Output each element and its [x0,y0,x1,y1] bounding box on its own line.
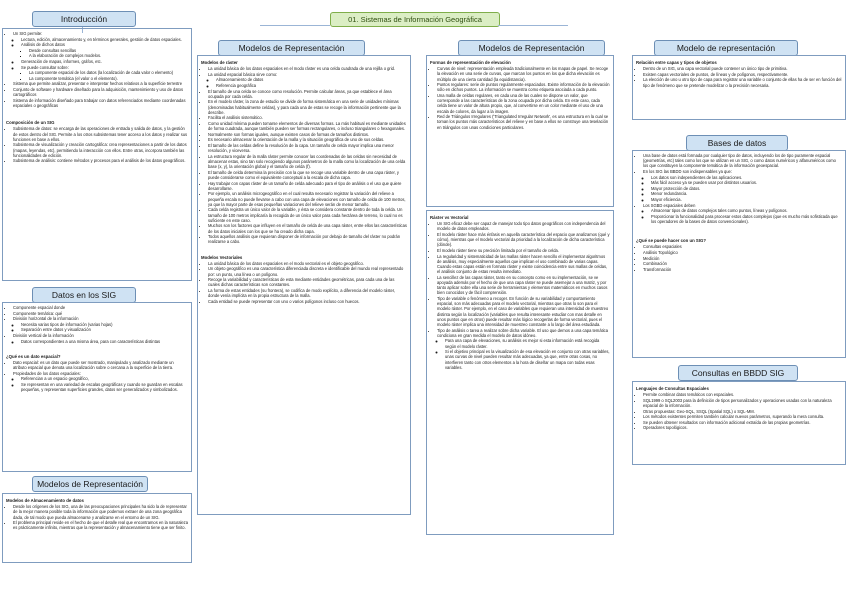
composition-item: • Subsistema de visualización y creación cartográfica: crea representaciones a partir de los datos (mapas, leyendas, etc), permitiendo la interacción con ellos. Entre otras, incorpora también las funcionalidades de edición. [13,142,188,158]
sig-use-item: • Medición [643,256,842,261]
raster-item: • Hay trabajar con capas ráster de un tamaño de celda adecuado para el tipo de análisis o el uso que quiere desarrollarse. [208,181,407,191]
intro-item: • Sistema que permite analizar, presentar e interpretar hechos relativos a la superficie terrestre [13,81,188,86]
raster-item: • Normalmente son formas iguales, aunque existen casos de formas de tamaños distintos. [208,132,407,137]
raster-item: • Cada celda registra un único valor de la variable, y ésta se considera constante dentro de toda la celda. Un tamaño de 100 metros implicaría la recogida de un único valor para cada hectárea de terreno, lo cual no es suficiente en este caso. [208,207,407,223]
spatial-data-title: ¿Qué es un dato espacial? [6,353,61,359]
bd-item: ◦ Más fácil acceso ya se pueden usar por distintos usuarios. [651,180,842,185]
sig-use-item: • Transformación [643,267,842,272]
raster-item: • La unidad básica de los datos espaciales en el modo ráster es una celda cuadrada de una rejilla o grid. [208,66,407,71]
bd-item: ◦ Almacenar tipos de datos complejos tales como puntos, líneas y polígonos. [651,208,842,213]
intro-item: ◦ Lectura, edición, almacenamiento y, en términos generales, gestión de datos espaciales. [21,37,188,42]
bd-item: • En los SIG las BBDD son indispensables ya que: [643,169,842,174]
datos-item: ◦ Necesita varias tipos de información (varias hojas) [21,322,188,327]
vector-item: • La forma de estas entidades (su frontera), se codifica de modo explícito, a diferencia del modelo ráster, donde venía implícita en la propia estructura de la malla. [208,288,407,298]
query-item: • Se pueden obtener resultados con información adicional extraída de las propias geometrías. [643,420,842,425]
raster-item: ◦ Almacenamiento de datos [216,77,407,82]
query-item: • Permite combinar datos temáticos con espaciales. [643,392,842,397]
intro-item: ▪ La componente espacial de los datos (la localización de cada valor o elemento) [29,70,188,75]
relation-item: • Existen capas vectoriales de puntos, de líneas y de polígonos, respectivamente. [643,72,842,77]
cons-panel [632,381,846,465]
rv-item: • El modelo ráster hace más énfasis en aquella característica del espacio que analizamos (qué y cómo), mientras que el modelo vectorial da prioridad a la localización de dicha característica (dónde). [437,232,610,248]
rv-item: • El modelo ráster tiene su precisión limitada por el tamaño de celda. [437,248,610,253]
raster-header[interactable]: Modelos de Representación [218,40,365,56]
vector-item: • Un objeto geográfico es una característica diferenciada discreta e identificable del mundo real representado por: un punto, una línea o un polígono. [208,266,407,276]
datos-item: ◦ Separación entre datos y visualización [21,327,188,332]
raster-item: • Como unidad mínima pueden tomarse elementos de diversas formas. La más habitual es mediante unidades de forma cuadrada, aunque también pueden ser formas rectangulares, o incluso triangulares o hexagonales. [208,121,407,131]
raster-panel [197,55,411,515]
raster-item: • La estructura regular de la malla ráster permite conocer las coordenadas de las celdas sin necesidad de almacenar estas, sino tan solo recogiendo algunos parámetros de la malla como la localización de una celda base (x, y), la orientación global y el tamaño de celda (f). [208,154,407,170]
intro-item: ▪ Desde consultas sencillas [29,48,188,53]
rel-panel [632,55,846,120]
intro-item: ◦ Se puede consultar sobre: [21,65,188,70]
rep2-header[interactable]: Modelos de Representación [458,40,605,56]
modrep1-header[interactable]: Modelos de Representación [32,476,148,492]
storage-item: • Desde los orígenes de los SIG, una de las preocupaciones principales ha sido la de representar de la mejor manera posible toda la información que podemos extraer de una zona geográfica dada, de tal modo que pueda almacenarse y analizarse en el entorno de un SIG. [13,504,188,520]
raster-item: • El tamaño de las celdas define la resolución de la capa. Un tamaño de celda mayor implica una menor resolución, y viceversa. [208,143,407,153]
vector-title: Modelos Vectoriales [201,254,243,260]
relation-item: • Dentro de un SIG, una capa vectorial puede contener un único tipo de primitiva. [643,66,842,71]
intro-item: ▪ A la elaboración de complejos modelos. [29,53,188,58]
datos-header[interactable]: Datos en los SIG [32,287,136,303]
datos-item: • División vertical de la información [13,333,188,338]
rv-item: • Un SIG eficaz debe ser capaz de manejar todo tipo datos geográficos con independencia del modelo de datos empleados. [437,221,610,231]
query-item: • Operadores topológicos. [643,425,842,430]
bd-panel [632,150,846,358]
raster-item: • El tamaño de una celda se conoce como resolución. Permite calcular áreas, ya que establece el área ocupada por cada celda. [208,89,407,99]
elevation-item: • Puntos regulares: serie de puntos regularmente espaciados. Existe información de la elevación sólo en dichos puntos. La información se muestra como etiqueta asociada a cada punto. [437,82,610,92]
intro-panel [2,28,192,281]
datos-item: • División horizontal de la información [13,316,188,321]
datos-item: • Componente espacial donde [13,305,188,310]
raster-item: • Facilita el análisis sistemático. [208,115,407,120]
raster-item: • El tamaño de celda determina la precisión con la que se recoge una variable dentro de una capa ráster, y puede considerarse como el equivalente conceptual a la escala de dicha capa. [208,170,407,180]
rv-item: • Tipo de variable o fenómeno a recoger. En función de su variabilidad y comportamiento espacial, son más adecuadas para el modelo vectorial, mientras que otras lo son para el modelo ráster. Por ejemplo, en el caso de variables que requieran una intensidad de muestreo distinta según la localización (variables que resulta interesante estudiar con mas detalle en unos puntos que en otros) puede resultar más lógico recogerlas de forma vectorial, pues el modelo ráster implica una intensidad de muestreo constante a lo largo del área estudiada. [437,296,610,327]
bd-item: ◦ Mayor protección de datos. [651,186,842,191]
composition-item: • Subsistema de datos: se encarga de las operaciones de entrada y salida de datos, y la gestión de estos dentro del SIG. Permite a los otros subsistemas tener acceso a los datos y realizar sus funciones en base a ellos. [13,126,188,142]
raster-item: • Muchos son los factores que influyen en el tamaño de celda de una capa ráster, entre ellos las características de los datos iniciales con los que se ha creado dicha capa. [208,223,407,233]
intro-header[interactable]: Introducción [32,11,136,27]
vector-item: • Recoge la variabilidad y características de esta mediante entidades geométricas, para cada una de las cuales dichas características son constantes. [208,277,407,287]
raster-vs-vector-panel [426,210,614,535]
raster-item: • Por ejemplo, un análisis microgeográfico en el cual resulta necesario registrar la variación del relieve a pequeña escala no puede llevarse a cabo con una capa de elevaciones con tamaño de celda de 100 metros, ya que la mayor parte de esas pequeñas variaciones del relieve serán de menor tamaño. [208,191,407,207]
sig-uses-title: ¿Qué se puede hacer con un SIG? [636,238,706,244]
raster-item: • La unidad espacial básica sirve como: [208,72,407,77]
intro-item: ◦ Análisis de dichos datos [21,42,188,47]
spatial-data-item: • Dato espacial: es un dato que puede ser mostrado, manipulado y analizado mediante un atributo espacial que denota una localización sobre o cercana a la superficie de la tierra. [13,360,188,370]
modrep1-panel [2,493,192,563]
raster-title: Modelos de ráster [201,60,238,65]
raster-item: • Es necesario almacenar la orientación de la malla y la situación geográfica de uno de sus celdas. [208,137,407,142]
sig-use-item: • Análisis Topológico [643,250,842,255]
bd-item: • Una base de datos está formada por cualquier tipo de datos, incluyendo los de tipo puramente espacial (geometrías, etc) tales como los que se utilizan en un SIG, o como datos numéricos y alfanuméricos como los que constituyen la componente temática de la información geoespacial. [643,153,842,169]
query-language-title: Lenguajes de Consultas Espaciales [636,386,709,391]
intro-item: ◦ Generación de mapas, informes, gráfos, etc. [21,59,188,64]
bd-header[interactable]: Bases de datos [686,135,788,151]
query-item: • SQL1999 o SQL2003 para la definición de tipos personalizados y operaciones usadas con la naturaleza espacial de la información. [643,398,842,408]
query-item: • Otras propuestas: Geo-SQL, SSQL (Spatial SQL) o SQL-MM. [643,409,842,414]
raster-vs-vector-title: Ráster vs Vectorial [430,215,469,220]
raster-item: • En el modelo ráster, la zona de estudio se divide de forma sistemática en una serie de unidades mínimas (denominadas habitualmente celdas), y para cada una de estas se recoge la información pertinente que la describe. [208,99,407,115]
storage-title: Modelos de Almacenamiento de datos [6,498,84,503]
vector-item: • Cada entidad se puede representar con uno o varios polígonos incluso con huecos. [208,299,407,304]
bd-item: ◦ Mayor eficiencia. [651,197,842,202]
composition-title: Composición de un SIG [6,120,55,126]
rv-item: • La regularidad y sistematicidad de las mallas ráster hacen sencillo el implementar algoritmos de análisis, muy especialmente aquellos que implican el uso combinado de varias capas. Cuando estas capas están en formato ráster y existe coincidencia entre sus mallas de celdas, el análisis conjunto de estas resulta inmediato. [437,254,610,275]
rep2-panel [426,55,614,207]
map-title[interactable]: 01. Sistemas de Información Geográfica [330,12,500,27]
raster-item: ◦ Referencia geográfica [216,83,407,88]
intro-item: ▪ La componente temática (el valor o el elemento). [29,76,188,81]
datos-item: ◦ Datos correspondientes a una misma área, para con características distintas [21,339,188,344]
vector-item: • La unidad básica de los datos espaciales en el modo vectorial es el objeto geográfico. [208,261,407,266]
rv-item: • La sencillez de las capas ráster, tanto en su concepto como en su implementación, se ve apoyada además por el hecho de que una capa ráster se puede asemejar a una matriz, y por tanto aplicar sobre ella una serie de herramientas y elementos matemáticos en muchos casos bien conocidos y de fácil comprensión. [437,275,610,296]
relation-title: Relación entre capas y tipos de objetos [636,60,717,65]
spatial-data-item: ◦ Referencian a un espacio geográfico, [21,376,188,381]
sig-use-item: • Consultas espaciales [643,244,842,249]
datos-item: • Componente temática: qué [13,311,188,316]
bd-item: ◦ Los datos son independientes de las aplicaciones. [651,175,842,180]
elevation-item: • Red de Triángulos Irregulares ('Triangulated Irregular Network', es una estructura en la cual se toman los puntos más característicos del relieve y en base a ellos se construye una teselación en triángulos con unas condiciones particulares. [437,114,610,130]
cons-header[interactable]: Consultas en BBDD SIG [678,365,798,381]
spatial-data-item: ◦ Se representan en una variedad de escalas geográficas y cuando se guardan en escalas pequeñas, y representan superficies grandes, datos ser generalizados y simbolizados. [21,382,188,392]
elevation-item: • Curvas de nivel: representación empleada tradicionalmente en los mapas de papel. Se recoge la elevación en una serie de curvas, que marcan los puntos en los que dicha elevación es múltiplo de una cierta cantidad (la equidistancia). [437,66,610,82]
intro-item: • Conjunto de software y hardware diseñado para la adquisición, mantenimiento y uso de datos cartográficos [13,87,188,97]
bd-item: ◦ Proporcionar la funcionalidad para procesar estos datos complejos (que es mucho más sofisticada que los operadores de la bases de datos convencionales). [651,214,842,224]
bd-item: ◦ Menor redundancia. [651,191,842,196]
rel-header[interactable]: Modelo de representación [654,40,798,56]
sig-use-item: • Combinación [643,261,842,266]
spatial-data-item: • Propiedades de los datos espaciales: [13,371,188,376]
rv-item: ◦ Para una capa de elevaciones, su análisis es mejor si esta información está recogida según el modelo ráster. [445,338,610,348]
intro-item: • Sistema de información diseñado para trabajar con datos referenciados mediante coordenadas espaciales o geográficas [13,98,188,108]
relation-item: • La elección de uno u otro tipo de capa para registrar una variable o conjunto de ellas ha de ser en función del tipo de fenómeno que se pretende modelizar o la precisión necesaria. [643,77,842,87]
intro-item: • Un SIG permite: [13,31,188,36]
elevation-title: Formas de representación de elevación [430,60,511,65]
raster-item: • Todos aquellos análisis que requieran disponer de información por debajo de tamaño del ráster no podrán realizarse a cabo. [208,234,407,244]
bd-item: • Los SGBD espaciales deben [643,203,842,208]
composition-item: • Subsistema de análisis: contiene métodos y procesos para el análisis de los datos geográficos. [13,158,188,163]
rv-item: • Tipo de análisis o tarea a realizar sobre dicha variable. El uso que demos a una capa temática condiciona en gran medida el modelo de datos idóneo. [437,328,610,338]
datos-panel [2,302,192,472]
query-item: • Los métodos existentes permiten también calcular nuevos parámetros, superando la mera consulta. [643,414,842,419]
storage-item: • El problema principal reside en el hecho de que el detalle real que encontramos en la naturaleza es prácticamente infinito, mientras que la representación y almacenamiento tiene que ser finito. [13,520,188,530]
elevation-item: • Una malla de celdas regulares, en cada una de las cuales se dispone un valor, que corresponde a las características de la zona ocupada por dicha celda. En este caso, cada celda tiene un valor de altura propio, que, al convertirse en un color mediante el uso de una escala de colores, da lugar a la imagen. [437,93,610,114]
rv-item: ◦ Si el objetivo principal es la visualización de esa elevación en conjunto con otras variables, unas curvas de nivel pueden resultar más adecuadas, ya que, entre otras cosas, no interfieren tanto con otros elementos a la hora de diseñar un mapa con todas esas variables. [445,349,610,370]
